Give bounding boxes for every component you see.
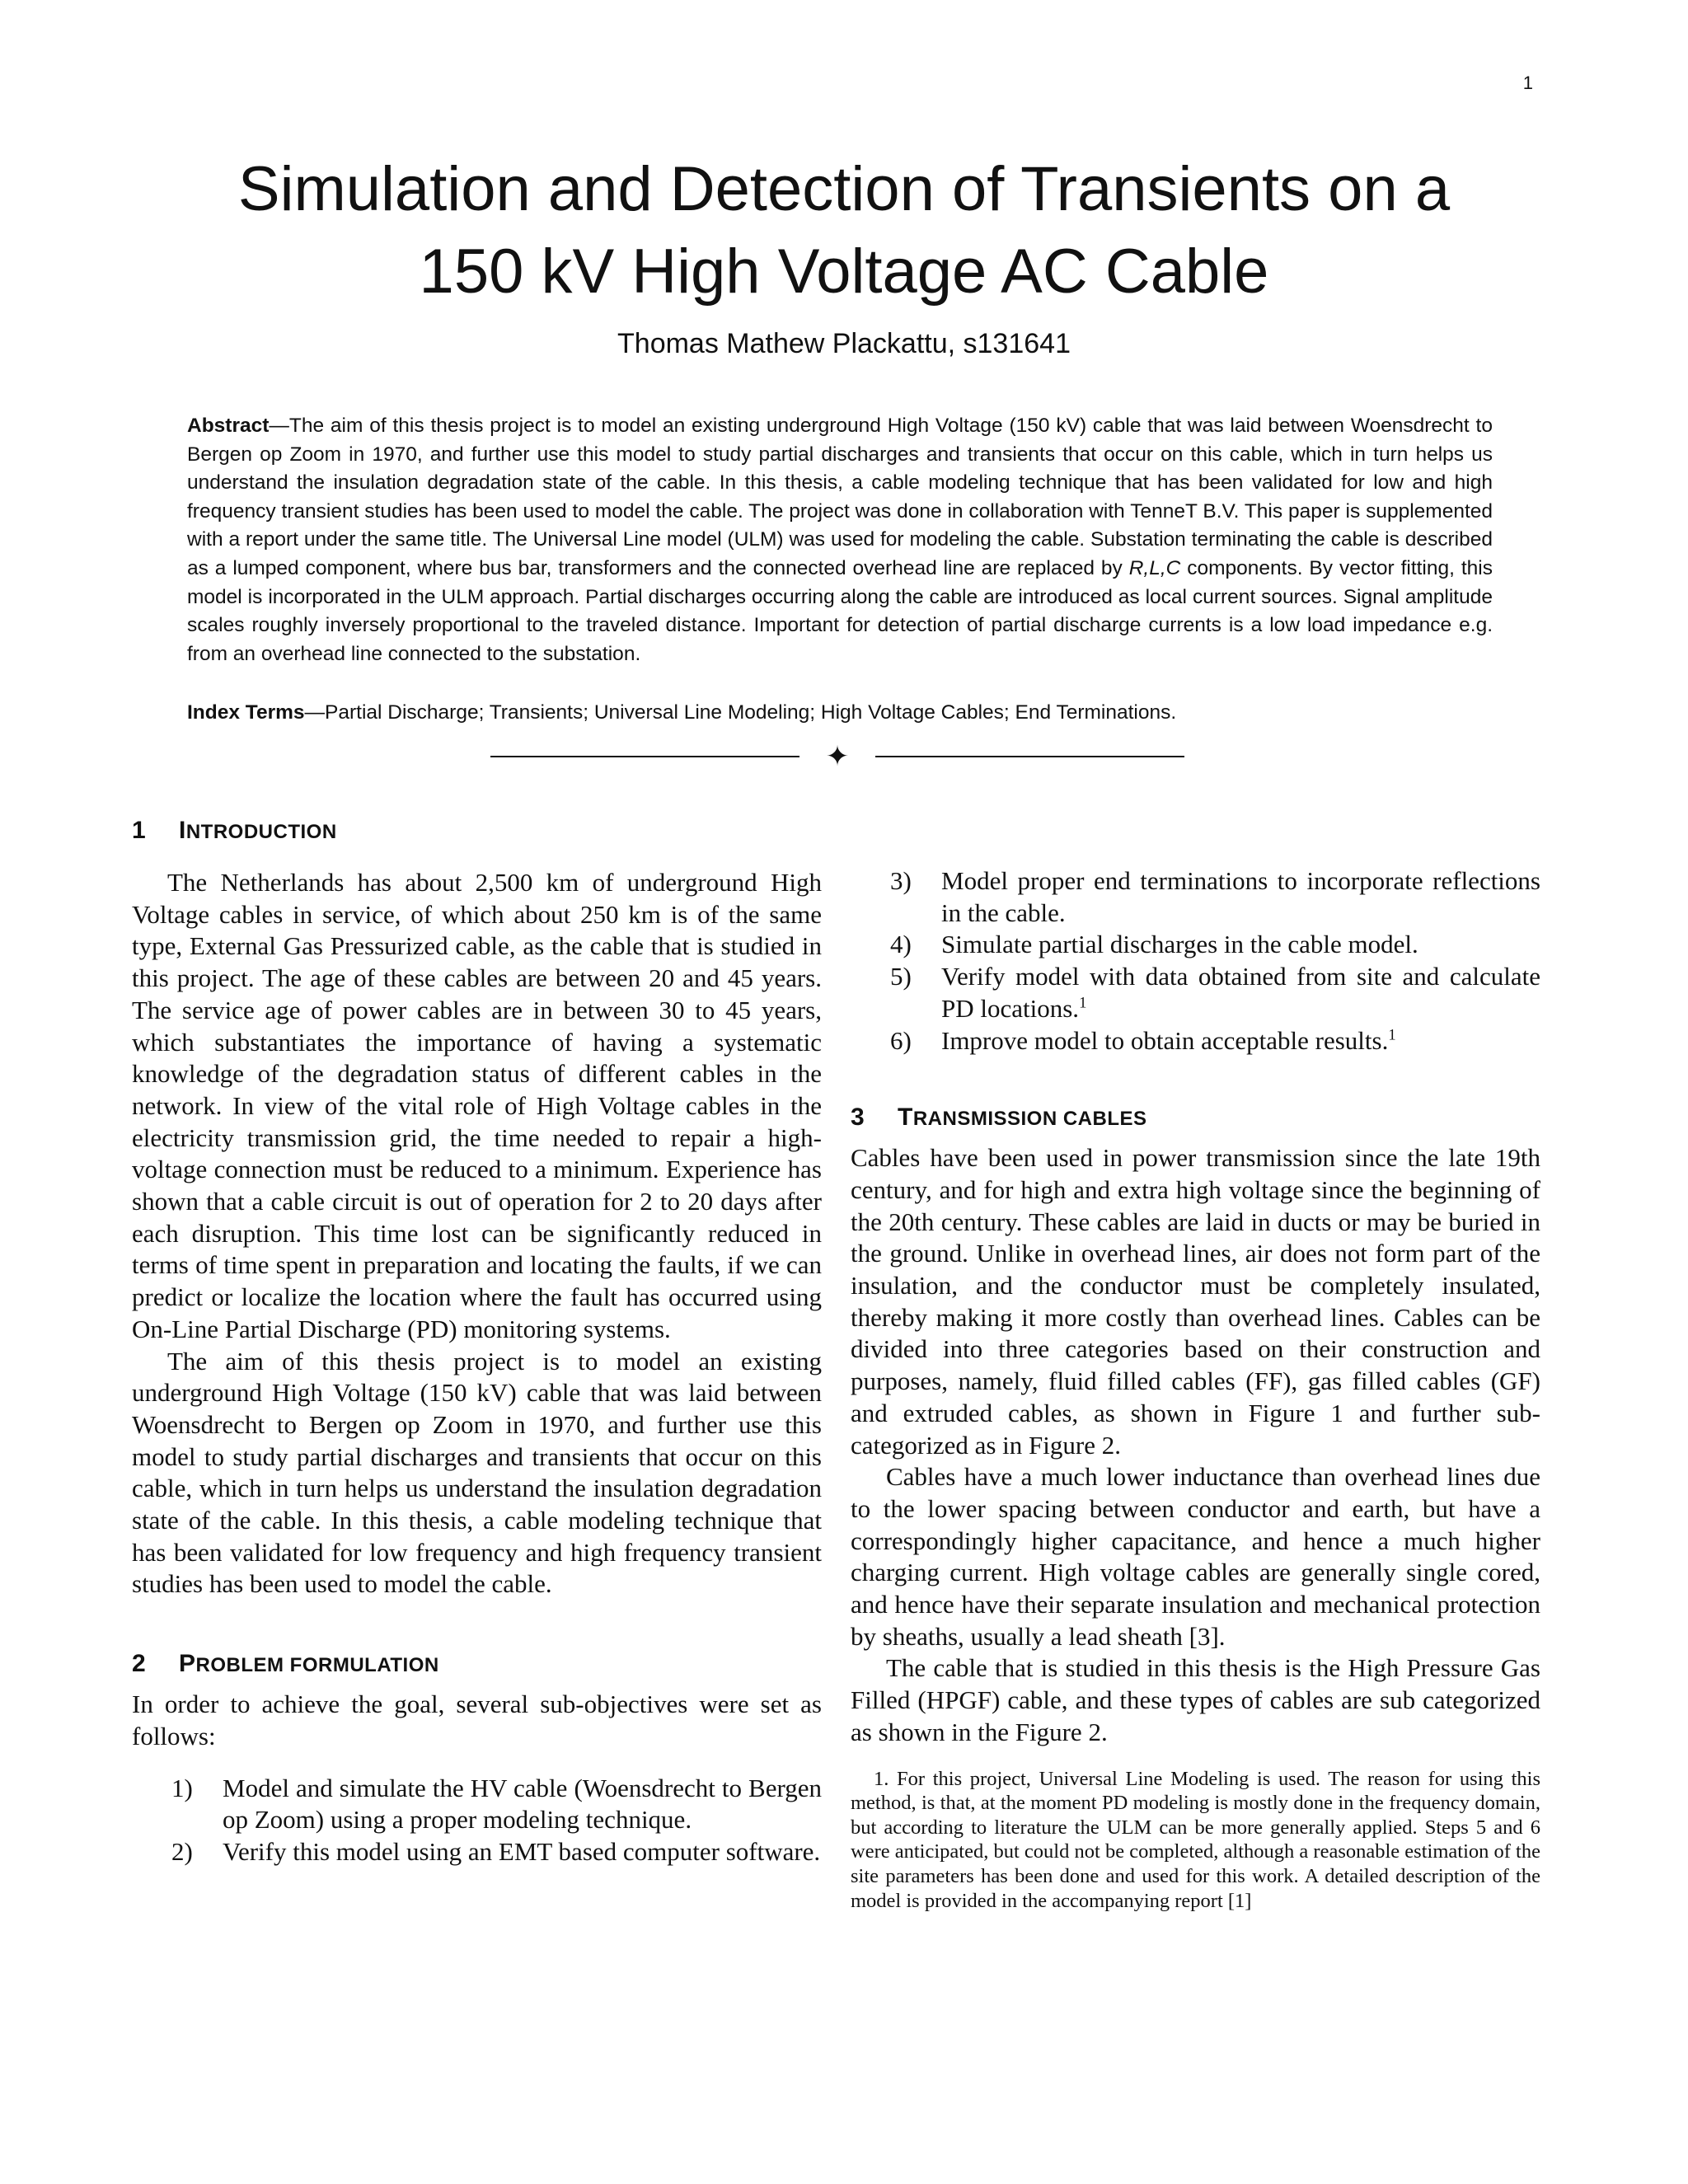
heading-rest: ROBLEM FORMULATION: [195, 1654, 439, 1677]
list-item-mark: 3): [890, 866, 912, 895]
objectives-list-part-1: [132, 1773, 822, 1868]
index-terms-lead: Index Terms: [187, 701, 305, 724]
objectives-list-part-2: [851, 865, 1540, 1057]
abstract-lead: Abstract: [187, 415, 270, 437]
index-terms: [187, 699, 1493, 727]
author-line: Thomas Mathew Plackattu, s131641: [617, 328, 1071, 359]
list-item: [132, 1836, 822, 1868]
footnote-mark: 1.: [874, 1767, 889, 1790]
transmission-paragraph-2: Cables have a much lower inductance than overhead lines due to the lower spacing between conductor and earth, but have a correspondingly higher capacitance, and hence a much higher charging current. High voltage cables are generally single cored, and hence have their separate insulation and mechanical protection by sheaths, usually a lead sheath [3].: [851, 1462, 1540, 1651]
footnote-ref: 1: [1079, 994, 1087, 1012]
list-item-text: Model proper end terminations to incorporate reflections in the cable.: [941, 866, 1540, 927]
heading-transmission-cables: [851, 1101, 1540, 1136]
list-item-text: Verify model with data obtained from site and calculate PD locations.: [941, 962, 1540, 1023]
problem-paragraph-1: In order to achieve the goal, several sub-objectives were set as follows:: [132, 1690, 822, 1750]
heading-introduction: [132, 814, 822, 849]
paper-title: [132, 148, 1556, 313]
abstract-text-end: components. By vector fitting, this model is incorporated in the ULM approach. Partial discharges occurring along the cable are introduced as local current sources. Signal amplitude scales roughly inversely proportional to the traveled distance. Important for detection of partial discharge currents is a low load impedance e.g. from an overhead line connected to the substation.: [187, 556, 1493, 665]
list-item-mark: 2): [171, 1836, 193, 1866]
heading-number: 3: [851, 1104, 865, 1132]
footnote-ref: 1: [1388, 1026, 1396, 1044]
transmission-paragraph-3: The cable that is studied in this thesis is the High Pressure Gas Filled (HPGF) cable, and these types of cables are sub categorized as shown in the Figure 2.: [851, 1653, 1540, 1746]
heading-problem-formulation: [132, 1647, 822, 1682]
left-column: [132, 814, 822, 1868]
footnote: [851, 1767, 1540, 1914]
list-item: [851, 961, 1540, 1024]
index-terms-text: —Partial Discharge; Transients; Universal Line Modeling; High Voltage Cables; End Terminations.: [304, 701, 1177, 724]
heading-first-letter: I: [179, 817, 186, 844]
heading-rest: RANSMISSION CABLES: [912, 1108, 1147, 1131]
list-item-text: Model and simulate the HV cable (Woensdrecht to Bergen op Zoom) using a proper modeling technique.: [223, 1773, 822, 1835]
abstract-text: —The aim of this thesis project is to model an existing underground High Voltage (150 kV) cable that was laid between Woensdrecht to Bergen op Zoom in 1970, and further use this model to study partial discharges and transients that occur on this cable, which in turn helps us understand the insulation degradation state of the cable. In this thesis, a cable modeling technique that has been validated for low and high frequency transient studies has been used to model the cable. The project was done in collaboration with TenneT B.V. This paper is supplemented with a report under the same title. The Universal Line model (ULM) was used for modeling the cable. Substation terminating the cable is described as a lumped component, where bus bar, transformers and the connected overhead line are replaced by: [187, 415, 1493, 579]
title-line-1: Simulation and Detection of Transients on a: [237, 154, 1451, 224]
list-item-mark: 4): [890, 930, 912, 959]
title-line-2: 150 kV High Voltage AC Cable: [419, 237, 1269, 307]
heading-number: 1: [132, 817, 147, 844]
abstract-rlc: R,L,C: [1128, 556, 1181, 579]
intro-paragraph-1: The Netherlands has about 2,500 km of underground High Voltage cables in service, of which about 250 km is of the same type, External Gas Pressurized cable, as the cable that is studied in this project. The age of these cables are between 20 and 45 years. The service age of power cables are in between 30 to 45 years, which substantiates the importance of having a systematic knowledge of the degradation status of different cables in the network. In view of the vital role of High Voltage cables in the electricity transmission grid, the time needed to repair a high-voltage connection must be reduced to a minimum. Experience has shown that a cable circuit is out of operation for 2 to 20 days after each disruption. This time lost can be significantly reduced in terms of time spent in preparation and locating the faults, if we can predict or localize the location where the fault has occurred using On-Line Partial Discharge (PD) monitoring systems.: [132, 868, 822, 1343]
list-item: [851, 929, 1540, 961]
page-number: 1: [1522, 73, 1533, 93]
list-item-mark: 1): [171, 1773, 193, 1802]
abstract: [187, 412, 1493, 668]
footnote-text: For this project, Universal Line Modeling is used. The reason for using this method, is that, at the moment PD modeling is mostly done in the frequency domain, but according to literature the ULM can be more generally applied. Steps 5 and 6 were anticipated, but could not be completed, although a reasonable estimation of the site parameters has been done and used for this work. A detailed description of the model is provided in the accompanying report [1]: [851, 1767, 1540, 1912]
heading-first-letter: T: [898, 1104, 913, 1132]
list-item: [851, 1025, 1540, 1057]
intro-paragraph-2: The aim of this thesis project is to model an existing underground High Voltage (150 kV) cable that was laid between Woensdrecht to Bergen op Zoom in 1970, and further use this model to study partial discharges and transients that occur on this cable, which in turn helps us understand the insulation degradation state of the cable. In this thesis, a cable modeling technique that has been validated for low frequency and high frequency transient studies has been used to model the cable.: [132, 1346, 822, 1599]
transmission-paragraph-1: Cables have been used in power transmission since the late 19th century, and for high and extra high voltage since the beginning of the 20th century. These cables are laid in ducts or may be buried in the ground. Unlike in overhead lines, air does not form part of the insulation, and the conductor must be completely insulated, thereby making it more costly than overhead lines. Cables can be divided into three categories based on their construction and purposes, namely, fluid filled cables (FF), gas filled cables (GF) and extruded cables, as shown in Figure 1 and further sub-categorized as in Figure 2.: [851, 1143, 1540, 1460]
list-item: [132, 1773, 822, 1836]
divider-rule-right: [875, 756, 1184, 757]
divider-star-icon: ✦: [825, 740, 850, 773]
list-item-text: Simulate partial discharges in the cable model.: [941, 930, 1418, 959]
list-item-mark: 6): [890, 1025, 912, 1055]
heading-rest: NTRODUCTION: [185, 821, 337, 843]
list-item-text: Improve model to obtain acceptable results.: [941, 1025, 1389, 1055]
list-item: [851, 865, 1540, 929]
list-item-mark: 5): [890, 962, 912, 991]
list-item-text: Verify this model using an EMT based computer software.: [223, 1836, 821, 1866]
section-divider: [490, 740, 1184, 773]
right-column: [851, 865, 1540, 1913]
heading-first-letter: P: [179, 1650, 196, 1678]
heading-number: 2: [132, 1650, 147, 1678]
